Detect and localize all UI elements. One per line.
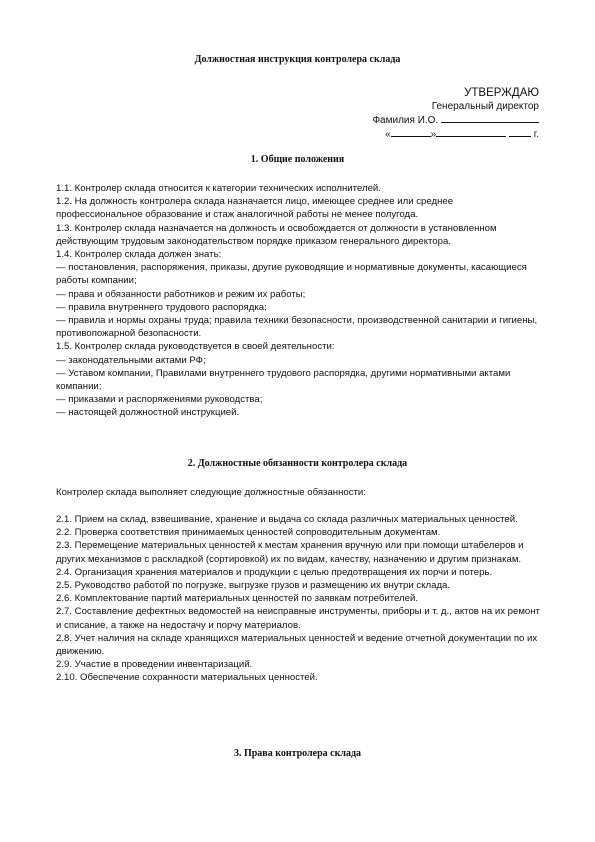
section-2-heading: 2. Должностные обязанности контролера склада [187, 458, 408, 469]
list-item: — правила внутреннего трудового распорядка; [56, 301, 267, 313]
list-item: — постановления, распоряжения, приказы, другие руководящие и нормативные документы, касающиеся работы компании; [56, 262, 527, 287]
paragraph: 2.4. Организация хранения материалов и продукции с целью предотвращения их порчи и потерь. [56, 566, 493, 578]
approval-name-line [372, 113, 539, 127]
paragraph: 2.5. Руководство работой по погрузке, выгрузке грузов и размещению их внутри склада. [56, 580, 451, 592]
section-3-heading: 3. Права контролера склада [233, 748, 362, 759]
approval-year-blank [509, 127, 531, 137]
section-1-heading: 1. Общие положения [250, 154, 345, 165]
list-item: — Уставом компании, Правилами внутреннего трудового распорядка, другими нормативными актами компании; [56, 367, 511, 393]
paragraph: 2.8. Учет наличия на складе хранящихся материальных ценностей и ведение отчетной документации по их движению. [56, 632, 538, 658]
approval-approve: УТВЕРЖДАЮ [464, 87, 539, 99]
approval-name-label: Фамилия И.О. [372, 115, 439, 126]
paragraph: 2.10. Обеспечение сохранности материальных ценностей. [56, 672, 318, 684]
paragraph: 1.4. Контролер склада должен знать: [56, 249, 222, 261]
approval-block [372, 86, 539, 141]
paragraph: Контролер склада выполняет следующие должностные обязанности: [56, 487, 366, 498]
paragraph: 2.7. Составление дефектных ведомостей на неисправные инструменты, приборы и т. д., актов на их ремонт и списание, а также на недостачу и порчу материалов. [56, 606, 540, 631]
paragraph: 2.9. Участие в проведении инвентаризаций. [56, 659, 253, 671]
section-2-intro [56, 486, 542, 499]
paragraph: 2.6. Комплектование партий материальных ценностей по заявкам потребителей. [56, 593, 418, 605]
paragraph: 2.3. Перемещение материальных ценностей к местам хранения вручную или при помощи штабелеров и других механизмов с раскладкой (сортировкой) их по видам, качеству, назначению и другим признакам. [56, 540, 524, 565]
approval-position: Генеральный директор [431, 101, 539, 112]
section-2-body [56, 513, 542, 685]
approval-name-blank [441, 113, 539, 123]
list-item: — правила и нормы охраны труда; правила техники безопасности, производственной санитарии и гигиены, противопожарной безопасности. [56, 315, 538, 340]
approval-day-blank [391, 127, 431, 137]
list-item: — приказами и распоряжениями руководства; [56, 394, 263, 406]
approval-quote-open: « [385, 129, 391, 140]
document-title: Должностная инструкция контролера склада [194, 54, 401, 65]
approval-quote-close: » [430, 129, 437, 140]
paragraph: 1.2. На должность контролера склада назначается лицо, имеющее среднее или среднее профессиональное образование и стаж аналогичной работы не менее полугода. [56, 196, 454, 221]
list-item: — настоящей должностной инструкцией. [56, 407, 240, 419]
paragraph: 1.5. Контролер склада руководствуется в своей деятельности: [56, 341, 335, 353]
paragraph: 2.2. Проверка соответствия принимаемых ценностей сопроводительным документам. [56, 527, 441, 539]
list-item: — права и обязанности работников и режим их работы; [56, 288, 306, 300]
approval-date-line [372, 127, 539, 141]
paragraph: 2.1. Прием на склад, взвешивание, хранение и выдача со склада различных материальных ценностей. [56, 514, 518, 525]
approval-year-suffix: г. [533, 129, 539, 140]
section-1-body [56, 182, 542, 420]
paragraph: 1.3. Контролер склада назначается на должность и освобождается от должности в установленном действующим трудовым законодательством порядке приказом генерального директора. [56, 222, 497, 247]
approval-month-blank [436, 127, 506, 137]
list-item: — законодательными актами РФ; [56, 354, 206, 366]
paragraph: 1.1. Контролер склада относится к категории технических исполнителей. [56, 183, 381, 194]
